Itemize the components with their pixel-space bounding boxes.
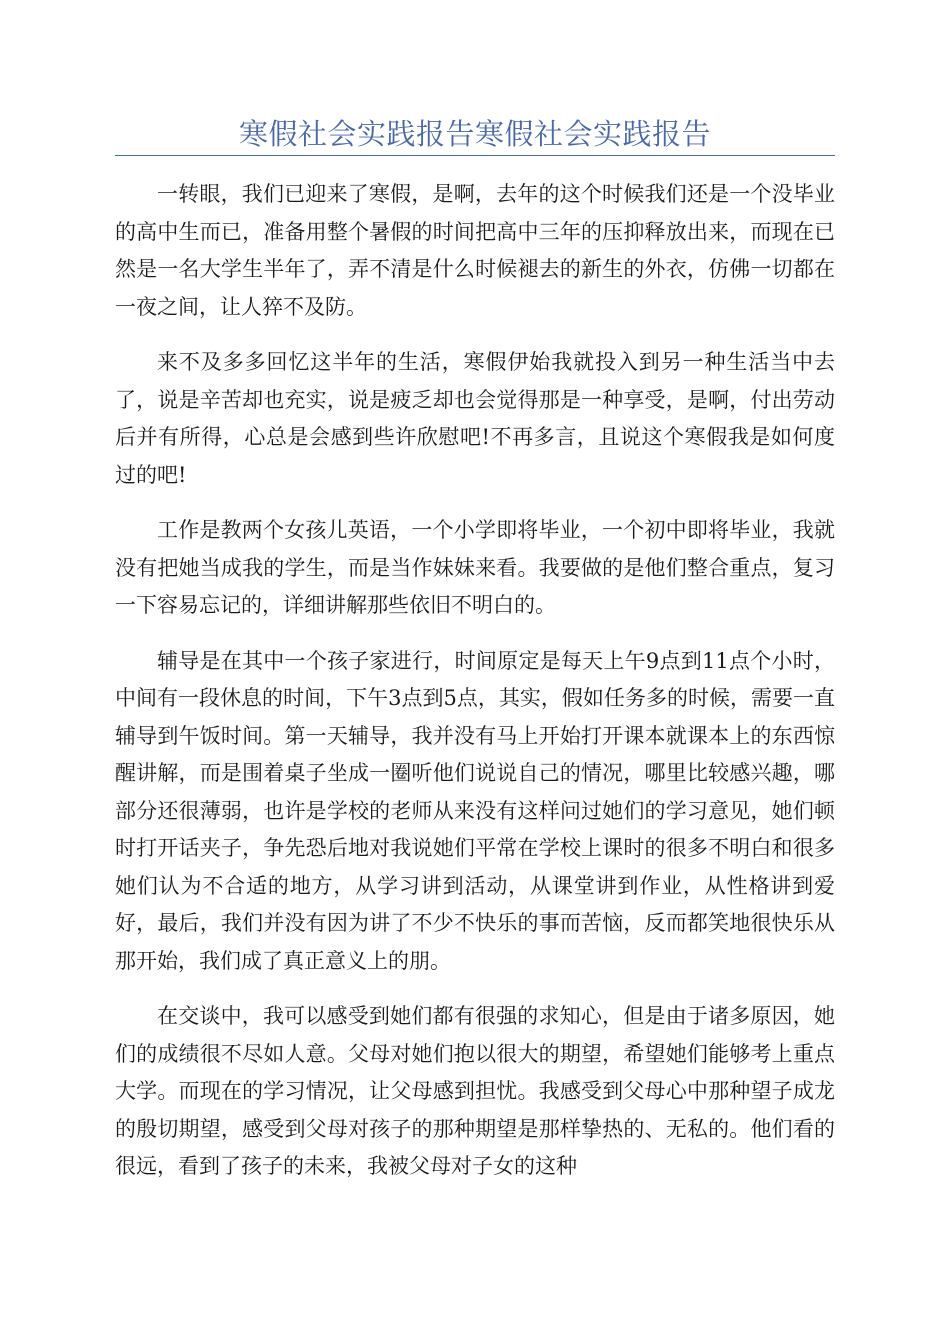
document-body (115, 176, 835, 1204)
paragraph-4: 辅导是在其中一个孩子家进行，时间原定是每天上午9点到11点个小时，中间有一段休息的时间，下午3点到5点，其实，假如任务多的时候，需要一直辅导到午饭时间。第一天辅导，我并没有马上开始打开课本就课本上的东西惊醒讲解，而是围着桌子坐成一圈听他们说说自己的情况，哪里比较感兴趣，哪部分还很薄弱，也许是学校的老师从来没有这样问过她们的学习意见，她们顿时打开话夹子，争先恐后地对我说她们平常在学校上课时的很多不明白和很多她们认为不合适的地方，从学习讲到活动，从课堂讲到作业，从性格讲到爱好，最后，我们并没有因为讲了不少不快乐的事而苦恼，反而都笑地很快乐从那开始，我们成了真正意义上的朋。 (115, 648, 835, 973)
paragraph-1: 一转眼，我们已迎来了寒假，是啊，去年的这个时候我们还是一个没毕业的高中生而已，准备用整个暑假的时间把高中三年的压抑释放出来，而现在已然是一名大学生半年了，弄不清是什么时候褪去的新生的外衣，仿佛一切都在一夜之间，让人猝不及防。 (115, 182, 835, 319)
paragraph-2: 来不及多多回忆这半年的生活，寒假伊始我就投入到另一种生活当中去了，说是辛苦却也充实，说是疲乏却也会觉得那是一种享受，是啊，付出劳动后并有所得，心总是会感到些许欣慰吧!不再多言，且说这个寒假我是如何度过的吧! (115, 350, 835, 487)
document-title: 寒假社会实践报告寒假社会实践报告 (238, 117, 711, 151)
paragraph-5: 在交谈中，我可以感受到她们都有很强的求知心，但是由于诸多原因，她们的成绩很不尽如人意。父母对她们抱以很大的期望，希望她们能够考上重点大学。而现在的学习情况，让父母感到担忧。我感受到父母心中那种望子成龙的殷切期望，感受到父母对孩子的那种期望是那样挚热的、无私的。他们看的很远，看到了孩子的未来，我被父母对子女的这种 (115, 1004, 835, 1178)
title-underline (115, 155, 835, 156)
paragraph-3: 工作是教两个女孩儿英语，一个小学即将毕业，一个初中即将毕业，我就没有把她当成我的学生，而是当作妹妹来看。我要做的是他们整合重点，复习一下容易忘记的，详细讲解那些依旧不明白的。 (115, 518, 835, 617)
